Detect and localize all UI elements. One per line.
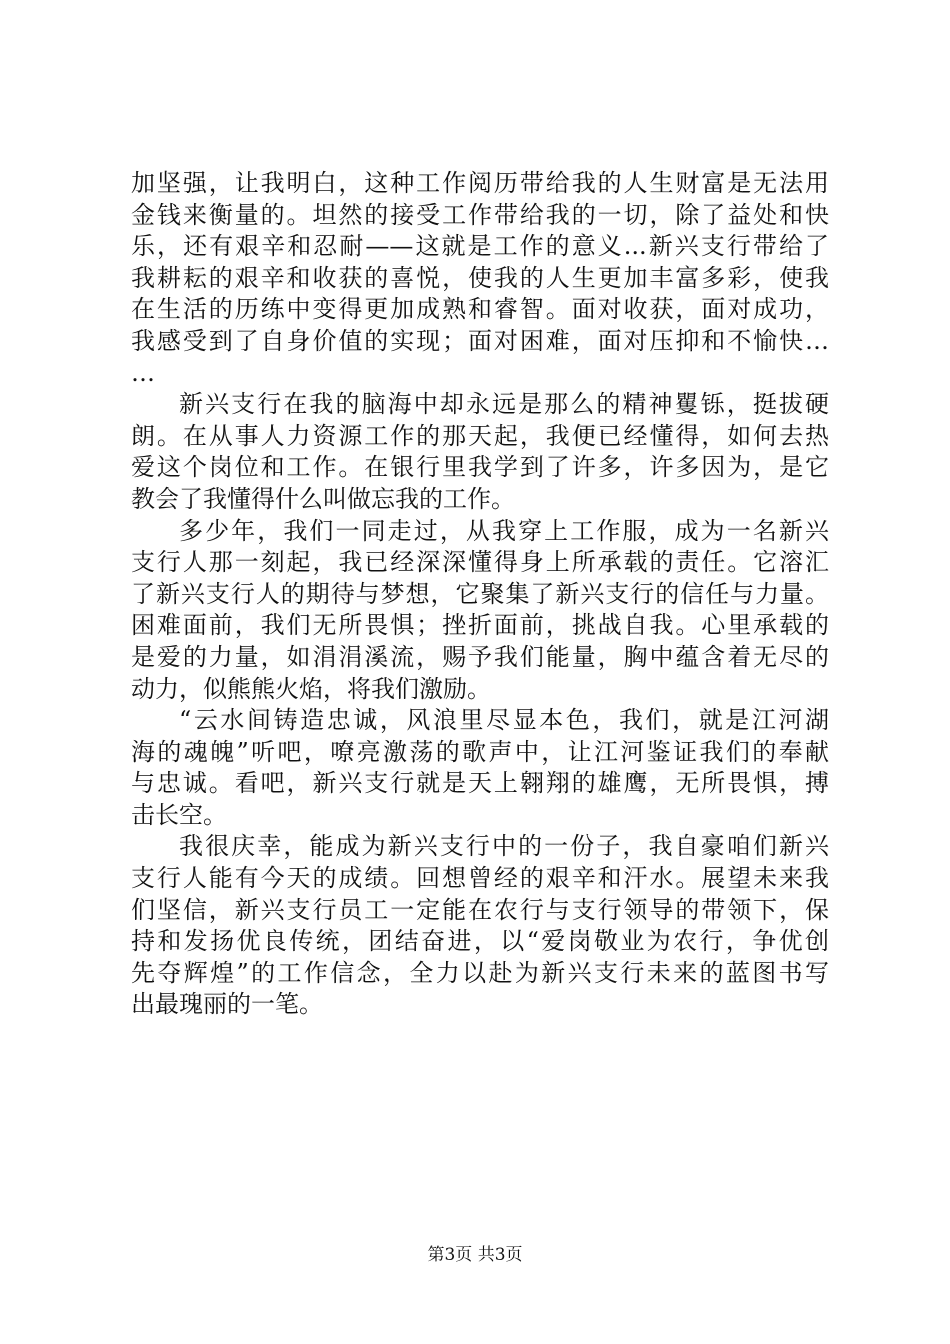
text-line: 动力，似熊熊火焰，将我们激励。 bbox=[131, 674, 491, 703]
text-line: 新兴支行在我的脑海中却永远是那么的精神矍铄，挺拔硬 bbox=[179, 390, 829, 419]
text-line: 支行人能有今天的成绩。回想曾经的艰辛和汗水。展望未来我 bbox=[131, 864, 829, 893]
text-line: 乐，还有艰辛和忍耐——这就是工作的意义...新兴支行带给了 bbox=[131, 232, 829, 261]
text-line: 是爱的力量，如涓涓溪流，赐予我们能量，胸中蕴含着无尽的 bbox=[131, 642, 829, 671]
text-line: 教会了我懂得什么叫做忘我的工作。 bbox=[131, 484, 515, 513]
text-line: 了新兴支行人的期待与梦想，它聚集了新兴支行的信任与力量。 bbox=[131, 579, 829, 608]
text-line: 朗。在从事人力资源工作的那天起，我便已经懂得，如何去热 bbox=[131, 421, 829, 450]
text-line: 在生活的历练中变得更加成熟和睿智。面对收获，面对成功， bbox=[131, 295, 829, 324]
page-footer: 第3页 共3页 bbox=[427, 1245, 523, 1265]
text-line: … bbox=[131, 358, 155, 387]
text-line: 支行人那一刻起，我已经深深懂得身上所承载的责任。它溶汇 bbox=[131, 548, 829, 577]
text-line: 海的魂魄”听吧，嘹亮激荡的歌声中，让江河鉴证我们的奉献 bbox=[131, 737, 829, 766]
text-line: 爱这个岗位和工作。在银行里我学到了许多，许多因为，是它 bbox=[131, 453, 829, 482]
text-line: 加坚强，让我明白，这种工作阅历带给我的人生财富是无法用 bbox=[131, 169, 829, 197]
text-line: 多少年，我们一同走过，从我穿上工作服，成为一名新兴 bbox=[179, 516, 829, 545]
text-line: 我感受到了自身价值的实现；面对困难，面对压抑和不愉快… bbox=[131, 326, 829, 355]
text-line: 与忠诚。看吧，新兴支行就是天上翱翔的雄鹰，无所畏惧，搏 bbox=[131, 769, 829, 798]
text-line: 出最瑰丽的一笔。 bbox=[131, 990, 323, 1019]
text-line: 我耕耘的艰辛和收获的喜悦，使我的人生更加丰富多彩，使我 bbox=[131, 263, 829, 292]
text-line: 持和发扬优良传统，团结奋进，以“爱岗敬业为农行，争优创 bbox=[131, 927, 829, 956]
text-line: 金钱来衡量的。坦然的接受工作带给我的一切，除了益处和快 bbox=[131, 200, 829, 229]
text-line: 我很庆幸，能成为新兴支行中的一份子，我自豪咱们新兴 bbox=[179, 832, 829, 861]
text-line: “云水间铸造忠诚，风浪里尽显本色，我们，就是江河湖 bbox=[179, 706, 829, 735]
body-text bbox=[131, 168, 829, 1021]
text-line: 击长空。 bbox=[131, 800, 227, 829]
text-line: 们坚信，新兴支行员工一定能在农行与支行领导的带领下，保 bbox=[131, 895, 829, 924]
text-line: 先夺辉煌”的工作信念，全力以赴为新兴支行未来的蓝图书写 bbox=[131, 958, 829, 987]
text-line: 困难面前，我们无所畏惧；挫折面前，挑战自我。心里承载的 bbox=[131, 611, 829, 640]
